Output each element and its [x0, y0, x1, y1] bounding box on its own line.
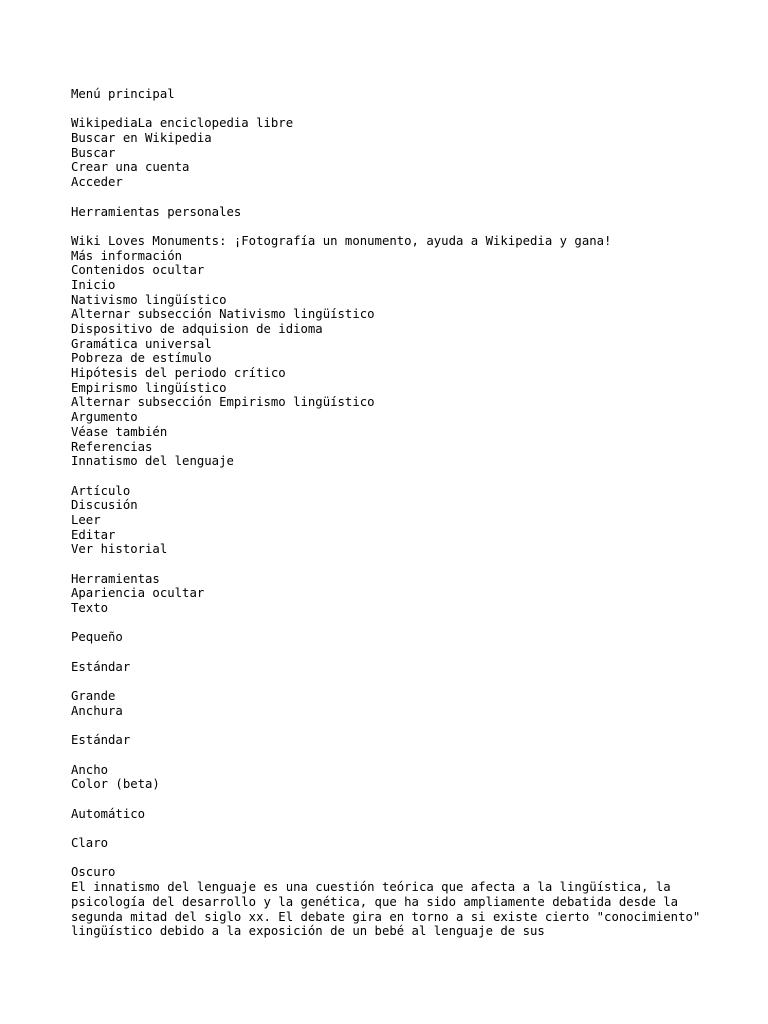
page-title: Innatismo del lenguaje [71, 454, 234, 469]
login-link[interactable]: Acceder [71, 175, 123, 190]
toc-toggle-empirismo[interactable]: Alternar subsección Empirismo lingüístico [71, 395, 375, 410]
color-light-option[interactable]: Claro [71, 836, 109, 851]
search-button[interactable]: Buscar [71, 145, 116, 160]
color-dark-option[interactable]: Oscuro [71, 865, 116, 880]
tab-talk[interactable]: Discusión [71, 498, 138, 513]
spacer [71, 469, 718, 484]
spacer [71, 719, 718, 734]
toc-item-pobreza[interactable]: Pobreza de estímulo [71, 351, 212, 366]
toc-item-nativismo[interactable]: Nativismo lingüístico [71, 292, 227, 307]
spacer [71, 616, 718, 631]
article-intro-paragraph: El innatismo del lenguaje es una cuestión teórica que afecta a la lingüística, la psicología del desarrollo y la genética, que ha sido ampliamente debatida desde la segunda mitad del siglo xx. El debate gira en torno a si existe cierto "conocimiento" lingüístico debido a la exposición de un bebé al lenguaje de sus [71, 880, 701, 939]
toc-item-referencias[interactable]: Referencias [71, 439, 153, 454]
tools-menu[interactable]: Herramientas [71, 571, 160, 586]
text-size-small-option[interactable]: Pequeño [71, 630, 123, 645]
width-label: Anchura [71, 703, 123, 718]
spacer [71, 851, 718, 866]
toc-toggle[interactable]: Contenidos ocultar [71, 263, 205, 278]
text-size-standard-option[interactable]: Estándar [71, 659, 131, 674]
text-size-label: Texto [71, 601, 109, 616]
spacer [71, 219, 718, 234]
toc-item-argumento[interactable]: Argumento [71, 410, 138, 425]
spacer [71, 190, 718, 205]
spacer [71, 748, 718, 763]
spacer [71, 557, 718, 572]
banner-more-info-link[interactable]: Más información [71, 248, 183, 263]
wikipedia-logo-link[interactable]: WikipediaLa enciclopedia libre [71, 116, 294, 131]
color-label: Color (beta) [71, 777, 160, 792]
spacer [71, 675, 718, 690]
tab-read[interactable]: Leer [71, 512, 101, 527]
toc-item-inicio[interactable]: Inicio [71, 277, 116, 292]
toc-toggle-nativismo[interactable]: Alternar subsección Nativismo lingüístico [71, 307, 375, 322]
spacer [71, 102, 718, 117]
spacer [71, 792, 718, 807]
appearance-toggle[interactable]: Apariencia ocultar [71, 586, 205, 601]
toc-item-gramatica[interactable]: Gramática universal [71, 336, 212, 351]
personal-tools-menu[interactable]: Herramientas personales [71, 204, 242, 219]
search-input[interactable]: Buscar en Wikipedia [71, 131, 212, 146]
spacer [71, 821, 718, 836]
toc-item-hipotesis[interactable]: Hipótesis del periodo crítico [71, 366, 286, 381]
toc-item-empirismo[interactable]: Empirismo lingüístico [71, 380, 227, 395]
toc-item-dispositivo[interactable]: Dispositivo de adquision de idioma [71, 322, 323, 336]
width-wide-option[interactable]: Ancho [71, 762, 109, 777]
color-auto-option[interactable]: Automático [71, 806, 146, 821]
spacer [71, 645, 718, 660]
create-account-link[interactable]: Crear una cuenta [71, 160, 190, 175]
tab-article[interactable]: Artículo [71, 483, 131, 498]
banner-text: Wiki Loves Monuments: ¡Fotografía un monumento, ayuda a Wikipedia y gana! [71, 233, 612, 248]
tab-edit[interactable]: Editar [71, 527, 116, 542]
text-size-large-option[interactable]: Grande [71, 689, 116, 704]
width-standard-option[interactable]: Estándar [71, 733, 131, 748]
toc-item-vease[interactable]: Véase también [71, 424, 168, 439]
main-menu-button[interactable]: Menú principal [71, 87, 175, 101]
tab-history[interactable]: Ver historial [71, 542, 168, 557]
